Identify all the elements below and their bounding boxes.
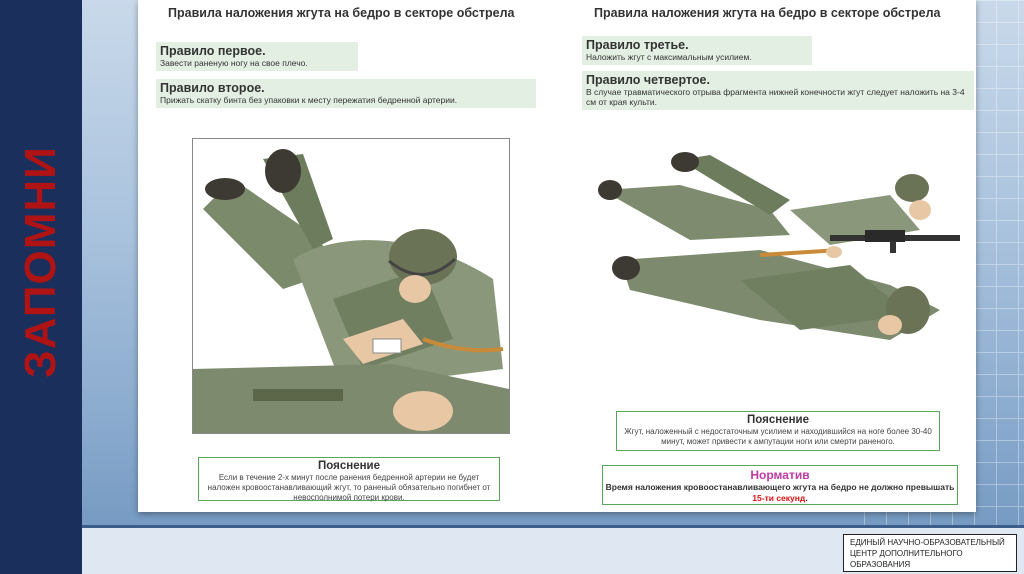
norm-text (603, 482, 957, 504)
left-note-text: Если в течение 2-х минут после ранения бедренной артерии не будет наложен кровоостанавливающий жгут, то раненый обязательно погибнет от невосполнимой потери крови. (207, 473, 491, 502)
rule-2-heading: Правило второе. (160, 81, 265, 95)
norm-heading: Норматив (750, 468, 810, 482)
rule-4 (582, 71, 974, 110)
rule-3-text: Наложить жгут с максимальным усилием. (586, 52, 752, 62)
rule-3 (582, 36, 812, 65)
rule-2-text: Прижать скатку бинта без упаковки к месту пережатия бедренной артерии. (160, 95, 458, 105)
right-note-text: Жгут, наложенный с недостаточным усилием и находившийся на ноге более 30-40 минут, может привести к ампутации ноги или смерти раненого. (624, 427, 932, 446)
right-illustration-panel (590, 140, 970, 365)
soldier-illustration-left (193, 139, 509, 433)
rule-3-heading: Правило третье. (586, 38, 689, 52)
rule-4-text: В случае травматического отрыва фрагмента нижней конечности жгут следует наложить на 3-4 см от края культи. (586, 87, 965, 107)
rule-2 (156, 79, 536, 108)
right-note-box (616, 411, 940, 451)
organization-badge (843, 534, 1017, 572)
right-note-heading: Пояснение (747, 414, 809, 426)
organization-label: ЕДИНЫЙ НАУЧНО-ОБРАЗОВАТЕЛЬНЫЙ ЦЕНТР ДОПОЛНИТЕЛЬНОГО ОБРАЗОВАНИЯ (850, 538, 1005, 569)
soldiers-illustration-right (590, 140, 970, 365)
rule-1-text: Завести раненую ногу на свое плечо. (160, 58, 308, 68)
bottom-divider (82, 525, 1024, 528)
left-note-box (198, 457, 500, 501)
norm-box (602, 465, 958, 505)
left-sheet-title: Правила наложения жгута на бедро в секторе обстрела (168, 6, 515, 20)
slide-card (138, 0, 976, 512)
rule-1-heading: Правило первое. (160, 44, 266, 58)
rule-4-heading: Правило четвертое. (586, 73, 710, 87)
rule-1 (156, 42, 358, 71)
right-sheet-title: Правила наложения жгута на бедро в секторе обстрела (594, 6, 941, 20)
sidebar-vertical-label: ЗАПОМНИ (16, 146, 65, 378)
norm-text-main: Время наложения кровоостанавливающего жгута на бедро не должно превышать (605, 482, 955, 492)
sidebar (0, 0, 82, 574)
left-illustration-panel (192, 138, 510, 434)
left-note-heading: Пояснение (318, 460, 380, 472)
norm-accent: 15-ти секунд (752, 493, 806, 503)
norm-text-end: . (805, 493, 808, 503)
